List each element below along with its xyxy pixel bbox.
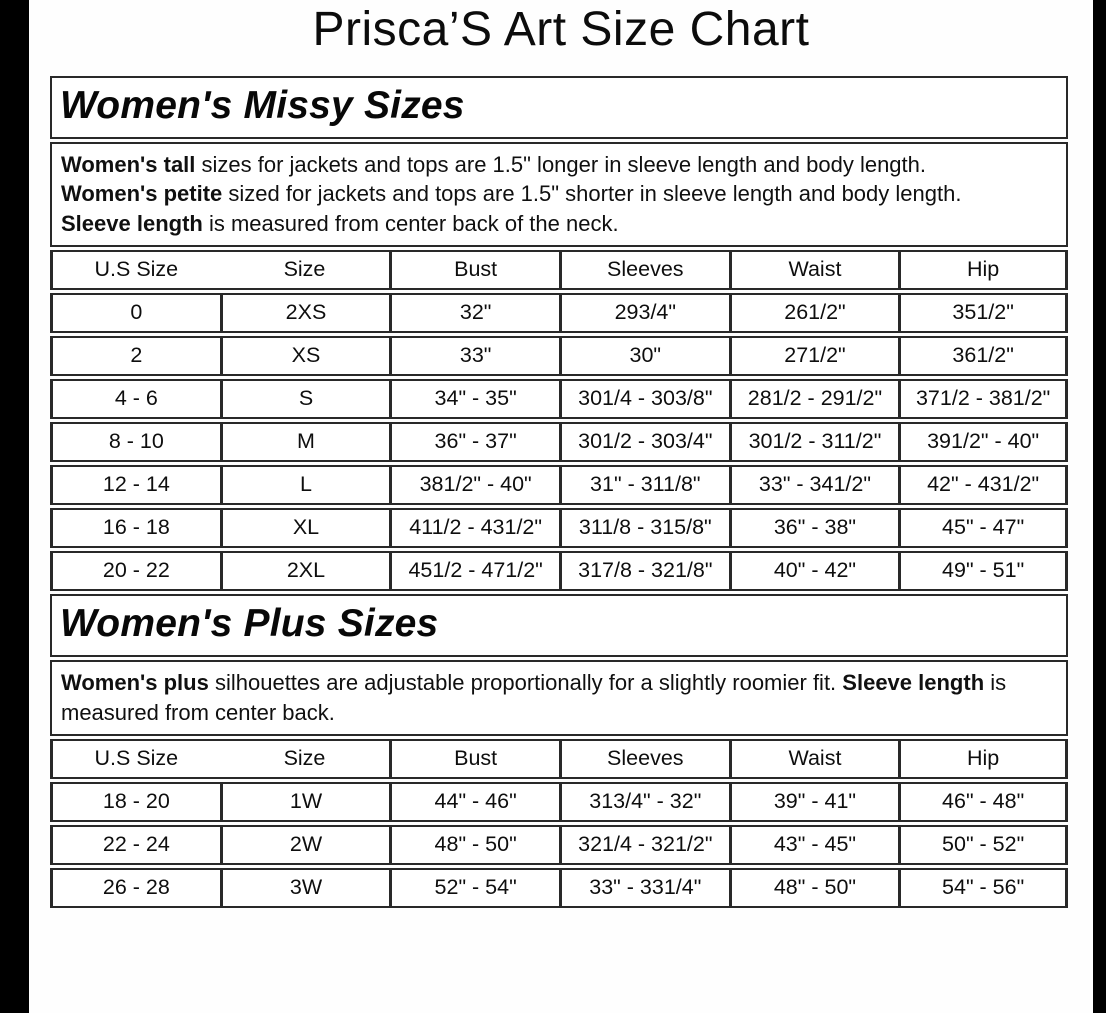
column-header: Waist xyxy=(729,739,899,779)
table-cell: 45" - 47" xyxy=(898,508,1068,548)
plus-section-heading: Women's Plus Sizes xyxy=(50,594,1068,657)
table-cell: 30" xyxy=(559,336,729,376)
note-text: silhouettes are adjustable proportionally for a slightly roomier fit. xyxy=(208,670,843,696)
column-header: Sleeves xyxy=(559,250,729,290)
note-bold-text: Women's plus xyxy=(61,670,209,696)
right-black-border xyxy=(1093,0,1106,1013)
table-cell: 42" - 431/2" xyxy=(898,465,1068,505)
table-cell: 1W xyxy=(220,782,390,822)
table-cell: 311/8 - 315/8" xyxy=(559,508,729,548)
table-cell: 4 - 6 xyxy=(50,379,220,419)
plus-size-table xyxy=(50,736,1068,911)
column-header: Waist xyxy=(729,250,899,290)
table-cell: 33" - 331/4" xyxy=(559,868,729,908)
plus-notes xyxy=(50,660,1068,736)
note-text: sizes for jackets and tops are 1.5" longer in sleeve length and body length. xyxy=(195,152,927,177)
table-cell: 48" - 50" xyxy=(729,868,899,908)
table-cell: 351/2" xyxy=(898,293,1068,333)
table-cell: 391/2" - 40" xyxy=(898,422,1068,462)
table-cell: 411/2 - 431/2" xyxy=(389,508,559,548)
table-cell: 313/4" - 32" xyxy=(559,782,729,822)
table-cell: 317/8 - 321/8" xyxy=(559,551,729,591)
table-row xyxy=(50,293,1068,333)
table-cell: 371/2 - 381/2" xyxy=(898,379,1068,419)
table-cell: 301/2 - 311/2" xyxy=(729,422,899,462)
table-cell: 2 xyxy=(50,336,220,376)
table-cell: 33" xyxy=(389,336,559,376)
table-row xyxy=(50,825,1068,865)
table-row xyxy=(50,508,1068,548)
table-cell: 301/4 - 303/8" xyxy=(559,379,729,419)
note-text: is measured from center back. xyxy=(61,670,1007,725)
column-header: Hip xyxy=(898,739,1068,779)
table-cell: 381/2" - 40" xyxy=(389,465,559,505)
column-header: Hip xyxy=(898,250,1068,290)
table-cell: 261/2" xyxy=(729,293,899,333)
table-cell: XS xyxy=(220,336,390,376)
header-row xyxy=(50,250,1068,290)
table-row xyxy=(50,465,1068,505)
column-header: Bust xyxy=(389,250,559,290)
column-header: Bust xyxy=(389,739,559,779)
table-cell: 36" - 37" xyxy=(389,422,559,462)
table-cell: 8 - 10 xyxy=(50,422,220,462)
table-cell: S xyxy=(220,379,390,419)
table-cell: L xyxy=(220,465,390,505)
table-row xyxy=(50,422,1068,462)
missy-size-table xyxy=(50,247,1068,594)
table-cell: XL xyxy=(220,508,390,548)
table-cell: 321/4 - 321/2" xyxy=(559,825,729,865)
table-cell: 361/2" xyxy=(898,336,1068,376)
table-cell: 48" - 50" xyxy=(389,825,559,865)
table-row xyxy=(50,868,1068,908)
note-bold-text: Women's petite xyxy=(61,181,223,207)
table-cell: 49" - 51" xyxy=(898,551,1068,591)
table-cell: 26 - 28 xyxy=(50,868,220,908)
table-row xyxy=(50,379,1068,419)
table-row xyxy=(50,782,1068,822)
table-cell: 301/2 - 303/4" xyxy=(559,422,729,462)
note-bold-text: Sleeve length xyxy=(61,210,203,236)
table-cell: 36" - 38" xyxy=(729,508,899,548)
table-cell: 293/4" xyxy=(559,293,729,333)
table-cell: 18 - 20 xyxy=(50,782,220,822)
table-cell: 54" - 56" xyxy=(898,868,1068,908)
table-cell: 16 - 18 xyxy=(50,508,220,548)
table-cell: 281/2 - 291/2" xyxy=(729,379,899,419)
page-content xyxy=(29,0,1093,1013)
header-row xyxy=(50,739,1068,779)
page-title: Prisca’S Art Size Chart xyxy=(312,3,810,56)
table-cell: 271/2" xyxy=(729,336,899,376)
table-row xyxy=(50,336,1068,376)
note-text: is measured from center back of the neck. xyxy=(202,210,619,236)
table-cell: 32" xyxy=(389,293,559,333)
table-cell: 33" - 341/2" xyxy=(729,465,899,505)
left-black-border xyxy=(0,0,29,1013)
note-bold-text: Sleeve length xyxy=(842,670,985,696)
table-cell: 34" - 35" xyxy=(389,379,559,419)
column-header: Size xyxy=(220,739,390,779)
note-bold-text: Women's tall xyxy=(61,152,196,177)
note-line xyxy=(61,209,1057,238)
table-cell: 46" - 48" xyxy=(898,782,1068,822)
table-cell: 3W xyxy=(220,868,390,908)
table-cell: 451/2 - 471/2" xyxy=(389,551,559,591)
table-cell: 12 - 14 xyxy=(50,465,220,505)
note-line xyxy=(61,668,1057,727)
table-cell: 40" - 42" xyxy=(729,551,899,591)
table-cell: 50" - 52" xyxy=(898,825,1068,865)
table-cell: 52" - 54" xyxy=(389,868,559,908)
table-cell: 44" - 46" xyxy=(389,782,559,822)
note-line xyxy=(61,179,1057,208)
table-cell: 2XS xyxy=(220,293,390,333)
table-cell: 22 - 24 xyxy=(50,825,220,865)
table-cell: 2XL xyxy=(220,551,390,591)
column-header: U.S Size xyxy=(50,739,220,779)
size-chart xyxy=(50,76,1068,911)
note-line xyxy=(61,150,1057,179)
table-cell: 0 xyxy=(50,293,220,333)
table-cell: 31" - 311/8" xyxy=(559,465,729,505)
column-header: Size xyxy=(220,250,390,290)
table-cell: 39" - 41" xyxy=(729,782,899,822)
table-cell: 43" - 45" xyxy=(729,825,899,865)
missy-notes xyxy=(50,142,1068,247)
column-header: U.S Size xyxy=(50,250,220,290)
table-row xyxy=(50,551,1068,591)
table-cell: 20 - 22 xyxy=(50,551,220,591)
table-cell: M xyxy=(220,422,390,462)
note-text: sized for jackets and tops are 1.5" shorter in sleeve length and body length. xyxy=(222,181,962,207)
column-header: Sleeves xyxy=(559,739,729,779)
missy-section-heading: Women's Missy Sizes xyxy=(50,76,1068,139)
table-cell: 2W xyxy=(220,825,390,865)
